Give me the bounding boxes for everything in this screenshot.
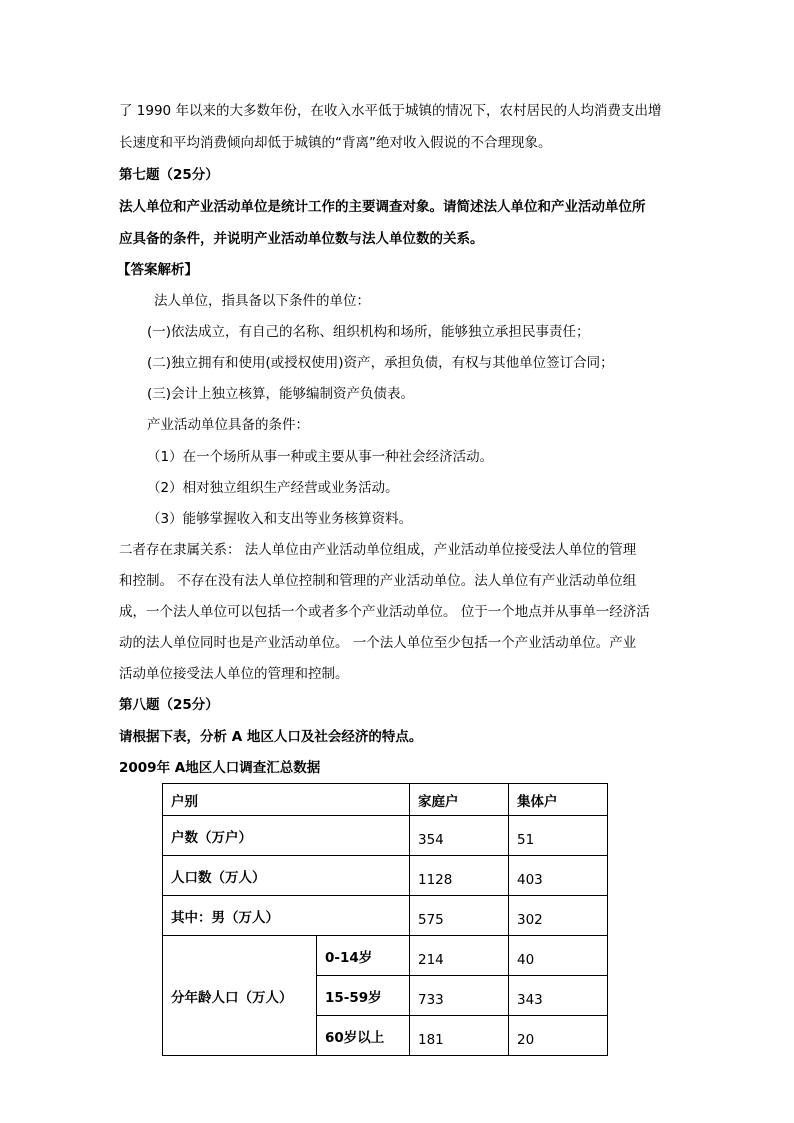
table-row bbox=[163, 856, 608, 896]
population-table bbox=[162, 783, 608, 1056]
question-7-text: 法人单位和产业活动单位是统计工作的主要调查对象。请简述法人单位和产业活动单位所 bbox=[119, 199, 646, 215]
relation-line: 和控制。 不存在没有法人单位控制和管理的产业活动单位。法人单位有产业活动单位组 bbox=[119, 573, 637, 589]
cell-collective: 20 bbox=[509, 1016, 608, 1056]
relation-line: 成，一个法人单位可以包括一个或者多个产业活动单位。 位于一个地点并从事单一经济活 bbox=[119, 604, 650, 620]
answer-line: （1）在一个场所从事一种或主要从事一种社会经济活动。 bbox=[147, 449, 494, 465]
table-header-row bbox=[163, 784, 608, 816]
answer-line: （3）能够掌握收入和支出等业务核算资料。 bbox=[147, 511, 413, 527]
answer-header: 【答案解析】 bbox=[117, 262, 198, 278]
table-row bbox=[163, 816, 608, 856]
row-label: 其中：男（万人） bbox=[163, 896, 410, 936]
row-label: 户数（万户） bbox=[163, 816, 410, 856]
paragraph-line: 长速度和平均消费倾向却低于城镇的“背离”绝对收入假说的不合理现象。 bbox=[119, 135, 552, 151]
paragraph-line: 了 1990 年以来的大多数年份，在收入水平低于城镇的情况下，农村居民的人均消费支出增 bbox=[119, 103, 662, 119]
header-household-type: 户别 bbox=[163, 784, 410, 816]
age-group-label: 分年龄人口（万人） bbox=[163, 936, 317, 1056]
question-8-text: 请根据下表，分析 A 地区人口及社会经济的特点。 bbox=[119, 729, 423, 745]
cell-family: 575 bbox=[410, 896, 509, 936]
cell-collective: 302 bbox=[509, 896, 608, 936]
cell-family: 1128 bbox=[410, 856, 509, 896]
cell-family: 354 bbox=[410, 816, 509, 856]
cell-collective: 403 bbox=[509, 856, 608, 896]
cell-collective: 343 bbox=[509, 976, 608, 1016]
cell-family: 733 bbox=[410, 976, 509, 1016]
cell-collective: 51 bbox=[509, 816, 608, 856]
relation-line: 活动单位接受法人单位的管理和控制。 bbox=[119, 666, 349, 682]
age-range: 0-14岁 bbox=[317, 936, 410, 976]
cell-collective: 40 bbox=[509, 936, 608, 976]
answer-line: (一)依法成立，有自己的名称、组织机构和场所，能够独立承担民事责任； bbox=[147, 324, 590, 340]
relation-line: 动的法人单位同时也是产业活动单位。 一个法人单位至少包括一个产业活动单位。产业 bbox=[119, 635, 637, 651]
answer-line: (二)独立拥有和使用(或授权使用)资产，承担负债，有权与其他单位签订合同； bbox=[147, 355, 614, 371]
relation-line: 二者存在隶属关系： 法人单位由产业活动单位组成，产业活动单位接受法人单位的管理 bbox=[119, 542, 637, 558]
cell-family: 214 bbox=[410, 936, 509, 976]
header-family: 家庭户 bbox=[410, 784, 509, 816]
question-7-title: 第七题（25分） bbox=[119, 167, 219, 183]
row-label: 人口数（万人） bbox=[163, 856, 410, 896]
table-title: 2009年 A地区人口调查汇总数据 bbox=[119, 760, 321, 776]
question-7-text: 应具备的条件，并说明产业活动单位数与法人单位数的关系。 bbox=[119, 231, 484, 247]
answer-line: （2）相对独立组织生产经营或业务活动。 bbox=[147, 480, 399, 496]
cell-family: 181 bbox=[410, 1016, 509, 1056]
question-8-title: 第八题（25分） bbox=[119, 697, 219, 713]
header-collective: 集体户 bbox=[509, 784, 608, 816]
table-row bbox=[163, 896, 608, 936]
answer-line: 产业活动单位具备的条件： bbox=[147, 417, 309, 433]
answer-line: 法人单位，指具备以下条件的单位： bbox=[154, 293, 370, 309]
age-range: 15-59岁 bbox=[317, 976, 410, 1016]
table-row bbox=[163, 936, 608, 976]
answer-line: (三)会计上独立核算，能够编制资产负债表。 bbox=[147, 386, 415, 402]
age-range: 60岁以上 bbox=[317, 1016, 410, 1056]
